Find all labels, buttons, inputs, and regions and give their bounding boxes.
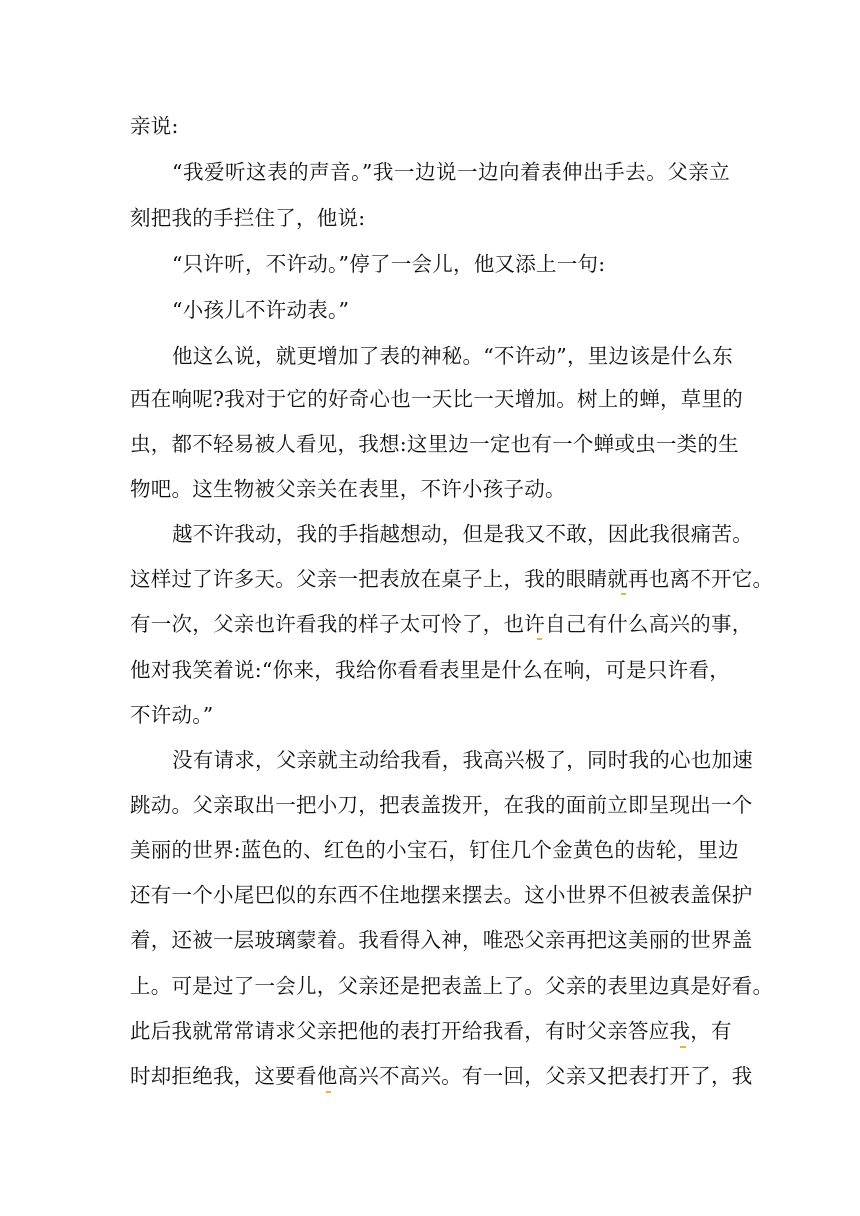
proof-mark bbox=[621, 593, 626, 595]
text-line-11: 这样过了许多天。父亲一把表放在桌子上，我的眼睛就再也离不开它。 bbox=[130, 567, 774, 591]
text-line-16: 跳动。父亲取出一把小刀，把表盖拨开，在我的面前立即呈现出一个 bbox=[130, 793, 753, 817]
text-line-6: 他这么说，就更增加了表的神秘。“不许动”，里边该是什么东 bbox=[172, 344, 733, 368]
text-line-2: “我爱听这表的声音。”我一边说一边向着表伸出手去。父亲立 bbox=[172, 160, 730, 184]
text-line-19: 着，还被一层玻璃蒙着。我看得入神，唯恐父亲再把这美丽的世界盖 bbox=[130, 928, 753, 952]
text-line-22: 时却拒绝我，这要看他高兴不高兴。有一回，父亲又把表打开了，我 bbox=[130, 1064, 753, 1088]
text-line-21: 此后我就常常请求父亲把他的表打开给我看，有时父亲答应我，有 bbox=[130, 1019, 732, 1043]
proof-mark bbox=[326, 1091, 331, 1093]
text-line-3: 刻把我的手拦住了，他说: bbox=[130, 206, 366, 230]
proof-mark bbox=[537, 638, 542, 640]
text-line-20: 上。可是过了一会儿，父亲还是把表盖上了。父亲的表里边真是好看。 bbox=[130, 974, 774, 998]
text-line-15: 没有请求，父亲就主动给我看，我高兴极了，同时我的心也加速 bbox=[172, 748, 753, 772]
text-line-7: 西在响呢?我对于它的好奇心也一天比一天增加。树上的蝉，草里的 bbox=[130, 387, 743, 411]
text-line-4: “只许听，不许动。”停了一会儿，他又添上一句: bbox=[172, 252, 606, 276]
text-line-14: 不许动。” bbox=[130, 703, 214, 727]
text-line-10: 越不许我动，我的手指越想动，但是我又不敢，因此我很痛苦。 bbox=[172, 522, 753, 546]
text-line-9: 物吧。这生物被父亲关在表里，不许小孩子动。 bbox=[130, 477, 566, 501]
text-line-18: 还有一个小尾巴似的东西不住地摆来摆去。这小世界不但被表盖保护 bbox=[130, 883, 753, 907]
text-line-8: 虫，都不轻易被人看见，我想:这里边一定也有一个蝉或虫一类的生 bbox=[130, 432, 739, 456]
text-line-5: “小孩儿不许动表。” bbox=[172, 298, 350, 322]
text-line-13: 他对我笑着说:“你来，我给你看看表里是什么在响，可是只许看， bbox=[130, 658, 730, 682]
text-line-17: 美丽的世界:蓝色的、红色的小宝石，钉住几个金黄色的齿轮，里边 bbox=[130, 838, 739, 862]
text-line-1: 亲说: bbox=[130, 114, 179, 138]
proof-mark bbox=[680, 1046, 686, 1048]
text-line-12: 有一次，父亲也许看我的样子太可怜了，也许自己有什么高兴的事， bbox=[130, 612, 753, 636]
